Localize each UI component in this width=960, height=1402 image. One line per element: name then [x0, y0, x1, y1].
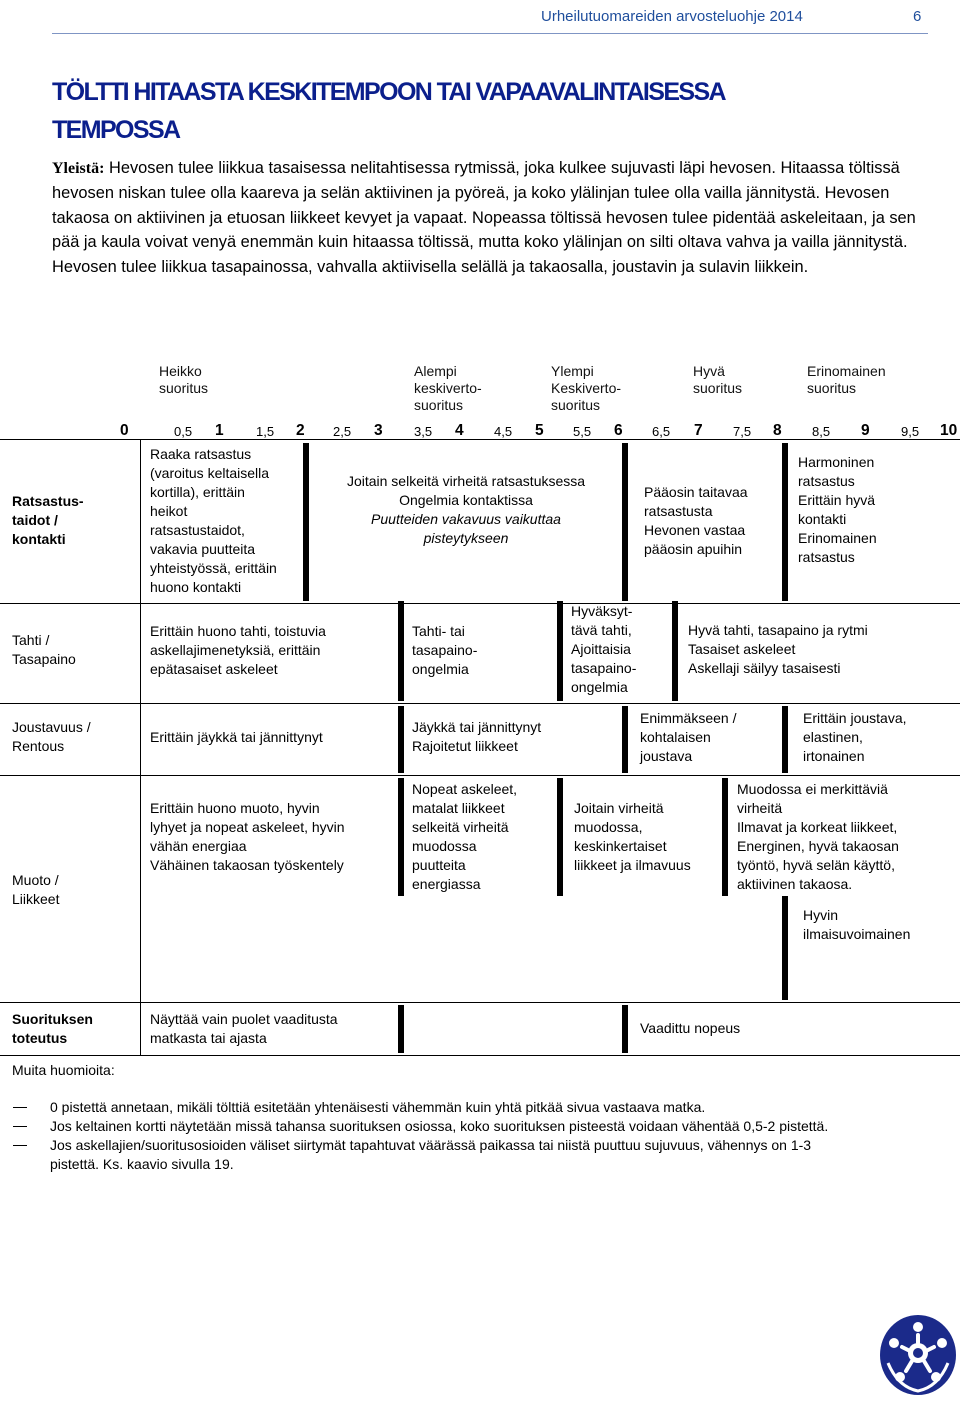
score-bar — [398, 778, 404, 896]
scale-half-4-5: 4,5 — [494, 424, 513, 439]
scale-int-9: 9 — [861, 422, 870, 439]
ratsastus-cell-1: Raaka ratsastus (varoitus keltaisella kortilla), erittäin heikot ratsastustaidot, vakavia puutteita yhteistyössä, erittäin huono kontakti — [150, 446, 277, 595]
score-bar — [398, 601, 404, 701]
score-bar — [782, 443, 788, 601]
scale-header-heikko: Heikko suoritus — [159, 363, 209, 396]
joustavuus-cell-4: Erittäin joustava, elastinen, irtonainen — [803, 710, 907, 764]
table-rule-bottom — [0, 1055, 960, 1056]
note-dash — [13, 1145, 27, 1146]
tahti-cell-4: Hyvä tahti, tasapaino ja rytmi Tasaiset askeleet Askellaji säilyy tasaisesti — [688, 622, 868, 676]
note-item-3: Jos askellajien/suoritusosioiden väliset siirtymät tapahtuvat väärässä paikassa tai niistä puuttuu sujuvuus, vähennys on 1-3 — [50, 1137, 812, 1153]
muoto-cell-5: Hyvin ilmaisuvoimainen — [803, 907, 911, 942]
scale-int-2: 2 — [296, 422, 305, 439]
note-dash — [13, 1126, 27, 1127]
joustavuus-cell-3: Enimmäkseen / kohtalaisen joustava — [640, 710, 737, 764]
section-heading-line-1: TÖLTTI HITAASTA KESKITEMPOON TAI VAPAAVALINTAISESSA — [52, 78, 726, 106]
intro-paragraph — [52, 156, 932, 279]
tahti-cell-3: Hyväksyt- tävä tahti, Ajoittaisia tasapaino- ongelmia — [571, 603, 637, 695]
muoto-cell-1: Erittäin huono muoto, hyvin lyhyet ja nopeat askeleet, hyvin vähän energiaa Vähäinen takaosan työskentely — [150, 800, 345, 873]
scale-half-6-5: 6,5 — [652, 424, 671, 439]
score-bar — [622, 706, 628, 773]
intro-text: Hevosen tulee liikkua tasaisessa nelitahtisessa rytmissä, joka kulkee sujuvasti läpi hevosen. Hitaassa töltissä hevosen niskan tulee olla kaareva ja selän aktiivinen ja pyöreä, ja koko ylälinjan tulee olla vailla jännitystä. Hevosen takaosa on aktiivinen ja etuosan liikkeet kevyet ja vapaat. Nopeassa töltissä hevosen tulee pidentää askeleitaan, ja sen pää ja kaula voivat venyä enemmän kuin hitaassa töltissä, mutta koko ylälinjan on silti oltava vahva ja vailla jännitystä. Hevosen tulee liikkua tasapainossa, vahvalla aktiivisella selällä ja takaosalla, joustavin ja sulavin liikkein. — [52, 159, 916, 276]
tahti-cell-1: Erittäin huono tahti, toistuvia askellajimenetyksiä, erittäin epätasaiset askeleet — [150, 623, 326, 677]
sports-federation-logo-icon — [878, 1313, 958, 1397]
scale-int-8: 8 — [773, 422, 782, 439]
score-bar — [303, 443, 309, 601]
table-rule-top — [0, 439, 960, 440]
suoritus-cell-2: Vaadittu nopeus — [640, 1020, 741, 1036]
scale-int-3: 3 — [374, 422, 383, 439]
row-label-suoritus: Suorituksen toteutus — [12, 1011, 93, 1046]
muoto-cell-4: Muodossa ei merkittäviä virheitä Ilmavat ja korkeat liikkeet, Energinen, hyvä takaosan työntö, hyvä selän käyttö, aktiivinen takaosa. — [737, 781, 899, 892]
score-bar — [557, 601, 563, 701]
row-label-tahti: Tahti / Tasapaino — [12, 632, 76, 667]
scale-int-4: 4 — [455, 422, 464, 439]
note-dash — [13, 1107, 27, 1108]
score-bar — [398, 706, 404, 773]
section-heading-line-2: TEMPOSSA — [52, 116, 180, 144]
scale-half-2-5: 2,5 — [333, 424, 352, 439]
score-bar — [782, 706, 788, 773]
scale-header-ylempi: Ylempi Keskiverto- suoritus — [551, 363, 622, 413]
note-item-2: Jos keltainen kortti näytetään missä tahansa suorituksen osiossa, koko suorituksen pisteestä voidaan vähentää 0,5-2 pistettä. — [50, 1118, 829, 1134]
scale-half-8-5: 8,5 — [812, 424, 831, 439]
scale-int-5: 5 — [535, 422, 544, 439]
table-rule-4 — [0, 1002, 960, 1003]
muoto-cell-3: Joitain virheitä muodossa, keskinkertaiset liikkeet ja ilmavuus — [574, 800, 691, 873]
score-bar — [722, 778, 728, 896]
scale-int-7: 7 — [694, 422, 703, 439]
scale-int-6: 6 — [614, 422, 623, 439]
tahti-cell-2: Tahti- tai tasapaino- ongelmia — [412, 623, 478, 677]
score-bar — [622, 1005, 628, 1053]
note-item-3-continued: pistettä. Ks. kaavio sivulla 19. — [50, 1156, 234, 1172]
scale-int-10: 10 — [940, 422, 958, 439]
page-number: 6 — [913, 8, 922, 25]
scale-int-0: 0 — [120, 422, 129, 439]
row-label-muoto: Muoto / Liikkeet — [12, 872, 60, 907]
scale-half-5-5: 5,5 — [573, 424, 592, 439]
scale-header-alempi: Alempi keskiverto- suoritus — [414, 363, 482, 413]
label-column-divider — [140, 439, 141, 1055]
header-rule — [52, 33, 928, 34]
joustavuus-cell-2: Jäykkä tai jännittynyt Rajoitetut liikkeet — [412, 719, 542, 754]
scale-half-1-5: 1,5 — [256, 424, 275, 439]
score-bar — [782, 896, 788, 1000]
row-label-joustavuus: Joustavuus / Rentous — [12, 719, 91, 754]
scale-half-3-5: 3,5 — [414, 424, 433, 439]
scale-half-0-5: 0,5 — [174, 424, 193, 439]
scale-half-9-5: 9,5 — [901, 424, 920, 439]
scale-half-7-5: 7,5 — [733, 424, 752, 439]
table-rule-1 — [0, 603, 960, 604]
scale-header-erinomainen: Erinomainen suoritus — [807, 363, 886, 396]
suoritus-cell-1: Näyttää vain puolet vaaditusta matkasta tai ajasta — [150, 1011, 338, 1046]
notes-title: Muita huomioita: — [12, 1062, 115, 1078]
row-label-ratsastus: Ratsastus- taidot / kontakti — [12, 493, 84, 547]
score-bar — [398, 1005, 404, 1053]
ratsastus-cell-3: Pääosin taitavaa ratsastusta Hevonen vastaa pääosin apuihin — [644, 484, 748, 557]
scale-header-hyva: Hyvä suoritus — [693, 363, 743, 396]
score-bar — [557, 778, 563, 896]
ratsastus-cell-4: Harmoninen ratsastus Erittäin hyvä kontakti Erinomainen ratsastus — [798, 454, 877, 565]
score-bar — [622, 443, 628, 601]
note-item-1: 0 pistettä annetaan, mikäli tölttiä esitetään yhtenäisesti vähemmän kuin yhtä pitkää sivua vastaava matka. — [50, 1099, 706, 1115]
scale-int-1: 1 — [215, 422, 224, 439]
score-bar — [672, 601, 678, 701]
table-rule-3 — [0, 775, 960, 776]
joustavuus-cell-1: Erittäin jäykkä tai jännittynyt — [150, 729, 323, 745]
ratsastus-cell-2: Joitain selkeitä virheitä ratsastuksessa Ongelmia kontaktissa Puutteiden vakavuus vaikuttaa pisteytykseen — [346, 473, 586, 546]
running-header-title: Urheilutuomareiden arvosteluohje 2014 — [541, 8, 803, 25]
muoto-cell-2: Nopeat askeleet, matalat liikkeet selkeitä virheitä muodossa puutteita energiassa — [412, 781, 518, 892]
intro-label: Yleistä: — [52, 160, 105, 177]
table-rule-2 — [0, 703, 960, 704]
